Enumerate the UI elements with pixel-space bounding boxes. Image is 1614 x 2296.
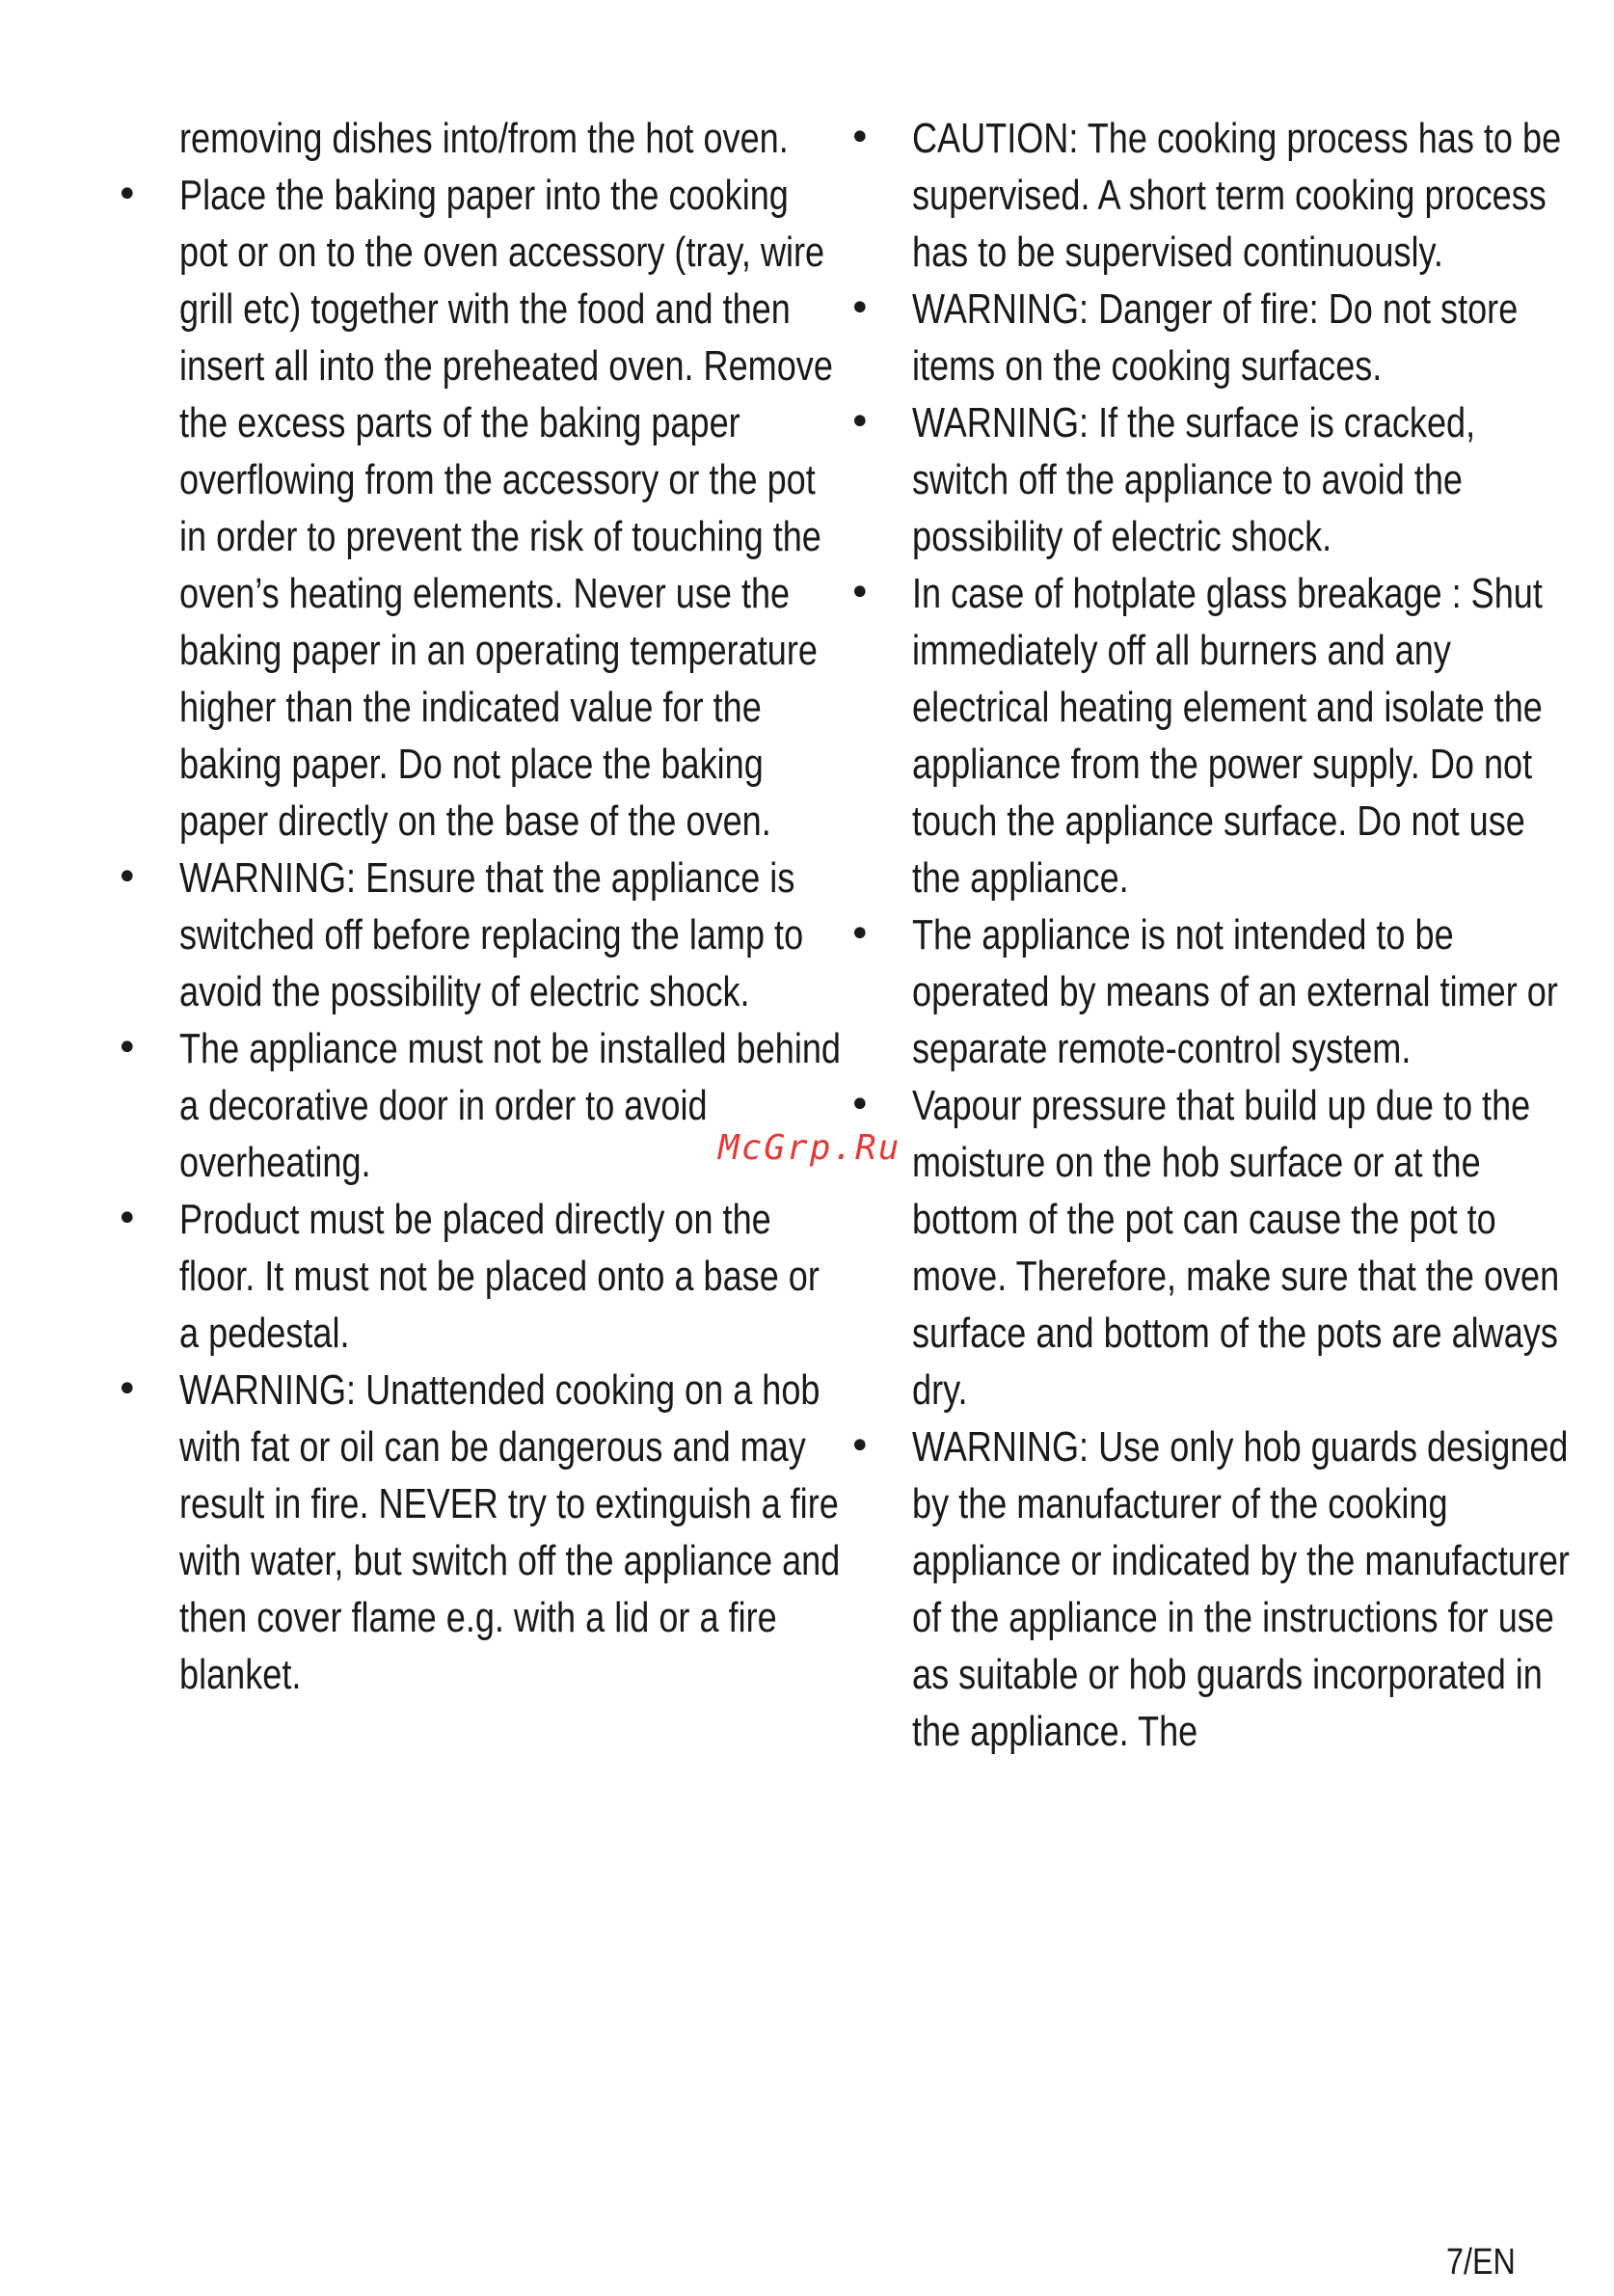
list-item (839, 906, 1572, 1077)
list-item (839, 1418, 1572, 1760)
right-column (839, 110, 1572, 1760)
list-item-text: WARNING: Use only hob guards designed by the manufacturer of the cooking appliance or indicated by the manufacturer of the appliance in the instructions for use as suitable or hob guards incorporated in the appliance. The (912, 1423, 1570, 1755)
watermark: McGrp.Ru (718, 1128, 901, 1168)
bullet: • (848, 1083, 872, 1127)
list-item (106, 850, 839, 1020)
list-item (106, 167, 839, 850)
bullet: • (848, 400, 872, 445)
bullet: • (116, 173, 139, 217)
list-item-text: WARNING: If the surface is cracked, switch off the appliance to avoid the possibility of electric shock. (912, 399, 1476, 560)
bullet: • (116, 855, 139, 900)
list-item (839, 565, 1572, 906)
bullet: • (848, 912, 872, 957)
bullet: • (848, 571, 872, 615)
list-item-text: In case of hotplate glass breakage : Shut immediately off all burners and any electrical heating element and isolate the appliance from the power supply. Do not touch the appliance surface. Do not use the appliance. (912, 570, 1543, 902)
list-item (839, 110, 1572, 281)
list-item-text: Product must be placed directly on the floor. It must not be placed onto a base or a pedestal. (179, 1196, 820, 1357)
left-continuation-text: removing dishes into/from the hot oven. (179, 115, 789, 162)
bullet: • (848, 286, 872, 331)
bullet: • (116, 1367, 139, 1412)
list-item-text: Vapour pressure that build up due to the moisture on the hob surface or at the bottom of the pot can cause the pot to move. Therefore, make sure that the oven surface and bottom of the pots are always dry. (912, 1082, 1560, 1414)
bullet: • (116, 1197, 139, 1241)
bullet: • (848, 116, 872, 160)
list-item (106, 1191, 839, 1362)
list-item-text: WARNING: Danger of fire: Do not store items on the cooking surfaces. (912, 285, 1519, 390)
list-item-text: The appliance must not be installed behind a decorative door in order to avoid overheating. (179, 1025, 841, 1186)
list-item (839, 1077, 1572, 1418)
list-item (106, 1362, 839, 1703)
bullet: • (116, 1026, 139, 1070)
list-item (839, 394, 1572, 565)
page-number: 7/EN (1446, 2242, 1516, 2282)
left-column (106, 110, 839, 1703)
list-item-text: WARNING: Ensure that the appliance is switched off before replacing the lamp to avoid the possibility of electric shock. (179, 854, 804, 1015)
list-item-text: WARNING: Unattended cooking on a hob with fat or oil can be dangerous and may result in fire. NEVER try to extinguish a fire with water, but switch off the appliance and then cover flame e.g. with a lid or a fire blanket. (179, 1366, 841, 1698)
bullet: • (848, 1424, 872, 1469)
list-item-text: CAUTION: The cooking process has to be supervised. A short term cooking process has to be supervised continuously. (912, 115, 1562, 276)
list-item-text: The appliance is not intended to be operated by means of an external timer or separate remote-control system. (912, 911, 1558, 1072)
list-item (839, 281, 1572, 394)
list-item-text: Place the baking paper into the cooking pot or on to the oven accessory (tray, wire grill etc) together with the food and then insert all into the preheated oven. Remove the excess parts of the baking paper overflowing from the accessory or the pot in order to prevent the risk of touching the oven’s heating elements. Never use the baking paper in an operating temperature higher than the indicated value for the baking paper. Do not place the baking paper directly on the base of the oven. (179, 172, 833, 845)
